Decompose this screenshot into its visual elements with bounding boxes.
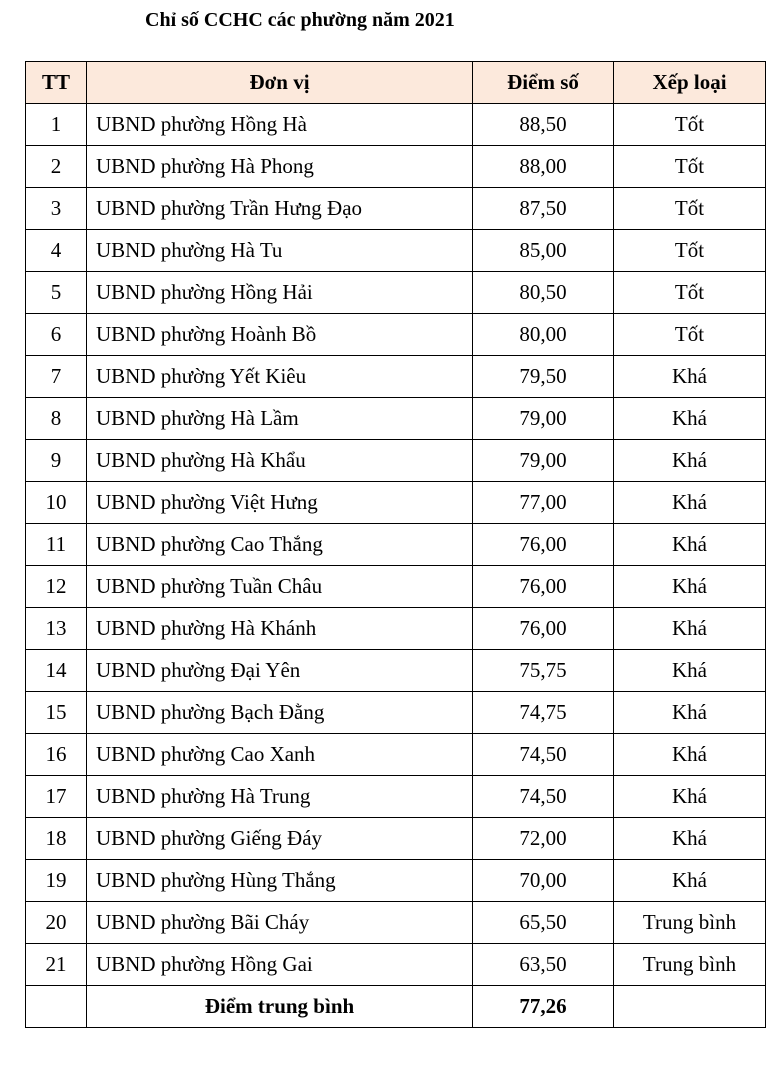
rank-cell: Khá [614,692,766,734]
unit-name-cell: UBND phường Hồng Hải [87,272,473,314]
rank-cell: Tốt [614,272,766,314]
table-row [26,776,766,818]
row-number-cell: 6 [26,314,87,356]
score-cell: 85,00 [473,230,614,272]
column-header-rank: Xếp loại [614,62,766,104]
table-row [26,188,766,230]
rank-cell: Trung bình [614,944,766,986]
rank-cell: Khá [614,566,766,608]
rank-cell: Khá [614,860,766,902]
table-body [26,104,766,986]
score-cell: 87,50 [473,188,614,230]
unit-name-cell: UBND phường Hà Trung [87,776,473,818]
rank-cell: Khá [614,398,766,440]
row-number-cell: 8 [26,398,87,440]
unit-name-cell: UBND phường Bạch Đằng [87,692,473,734]
unit-name-cell: UBND phường Tuần Châu [87,566,473,608]
rank-cell: Khá [614,650,766,692]
score-cell: 88,50 [473,104,614,146]
rank-cell: Khá [614,608,766,650]
table-row [26,734,766,776]
unit-name-cell: UBND phường Đại Yên [87,650,473,692]
rank-cell: Khá [614,440,766,482]
score-cell: 77,00 [473,482,614,524]
rank-cell: Khá [614,734,766,776]
table-row [26,314,766,356]
unit-name-cell: UBND phường Hoành Bồ [87,314,473,356]
unit-name-cell: UBND phường Hồng Hà [87,104,473,146]
row-number-cell: 16 [26,734,87,776]
unit-name-cell: UBND phường Bãi Cháy [87,902,473,944]
row-number-cell: 3 [26,188,87,230]
header-row [26,62,766,104]
score-cell: 76,00 [473,566,614,608]
unit-name-cell: UBND phường Hà Phong [87,146,473,188]
unit-name-cell: UBND phường Giếng Đáy [87,818,473,860]
rank-cell: Khá [614,482,766,524]
unit-name-cell: UBND phường Trần Hưng Đạo [87,188,473,230]
score-cell: 80,00 [473,314,614,356]
rank-cell: Tốt [614,230,766,272]
row-number-cell: 19 [26,860,87,902]
rank-cell: Khá [614,818,766,860]
table-row [26,440,766,482]
score-cell: 80,50 [473,272,614,314]
unit-name-cell: UBND phường Hà Khẩu [87,440,473,482]
average-label: Điểm trung bình [87,986,473,1028]
row-number-cell: 14 [26,650,87,692]
row-number-cell: 12 [26,566,87,608]
table-row [26,230,766,272]
table-row [26,356,766,398]
page-title: Chỉ số CCHC các phường năm 2021 [145,9,455,31]
score-cell: 63,50 [473,944,614,986]
score-cell: 88,00 [473,146,614,188]
table-row [26,146,766,188]
table-row [26,398,766,440]
rank-cell: Tốt [614,314,766,356]
average-row [26,986,766,1028]
score-cell: 74,75 [473,692,614,734]
row-number-cell: 11 [26,524,87,566]
unit-name-cell: UBND phường Yết Kiêu [87,356,473,398]
row-number-cell: 2 [26,146,87,188]
rank-cell: Tốt [614,188,766,230]
column-header-tt: TT [26,62,87,104]
table-row [26,524,766,566]
rank-cell: Khá [614,356,766,398]
row-number-cell: 1 [26,104,87,146]
cchc-ranking-table [25,61,766,1028]
table-row [26,272,766,314]
column-header-unit: Đơn vị [87,62,473,104]
unit-name-cell: UBND phường Hồng Gai [87,944,473,986]
table-row [26,902,766,944]
row-number-cell: 10 [26,482,87,524]
table-row [26,566,766,608]
rank-cell: Trung bình [614,902,766,944]
average-empty-cell [26,986,87,1028]
score-cell: 76,00 [473,524,614,566]
score-cell: 72,00 [473,818,614,860]
rank-cell: Tốt [614,146,766,188]
score-cell: 70,00 [473,860,614,902]
table-row [26,692,766,734]
table-row [26,104,766,146]
row-number-cell: 5 [26,272,87,314]
rank-cell: Khá [614,776,766,818]
row-number-cell: 4 [26,230,87,272]
row-number-cell: 9 [26,440,87,482]
row-number-cell: 15 [26,692,87,734]
average-rank-empty-cell [614,986,766,1028]
score-cell: 76,00 [473,608,614,650]
score-cell: 79,50 [473,356,614,398]
unit-name-cell: UBND phường Hùng Thắng [87,860,473,902]
score-cell: 79,00 [473,440,614,482]
row-number-cell: 20 [26,902,87,944]
table-row [26,650,766,692]
unit-name-cell: UBND phường Cao Xanh [87,734,473,776]
table-row [26,944,766,986]
row-number-cell: 13 [26,608,87,650]
table-row [26,608,766,650]
unit-name-cell: UBND phường Hà Khánh [87,608,473,650]
row-number-cell: 18 [26,818,87,860]
unit-name-cell: UBND phường Hà Lầm [87,398,473,440]
rank-cell: Khá [614,524,766,566]
unit-name-cell: UBND phường Cao Thắng [87,524,473,566]
row-number-cell: 7 [26,356,87,398]
score-cell: 65,50 [473,902,614,944]
unit-name-cell: UBND phường Hà Tu [87,230,473,272]
rank-cell: Tốt [614,104,766,146]
score-cell: 74,50 [473,776,614,818]
average-score: 77,26 [473,986,614,1028]
table-row [26,482,766,524]
score-cell: 74,50 [473,734,614,776]
table-row [26,860,766,902]
row-number-cell: 21 [26,944,87,986]
score-cell: 79,00 [473,398,614,440]
row-number-cell: 17 [26,776,87,818]
score-cell: 75,75 [473,650,614,692]
column-header-score: Điểm số [473,62,614,104]
table-row [26,818,766,860]
unit-name-cell: UBND phường Việt Hưng [87,482,473,524]
